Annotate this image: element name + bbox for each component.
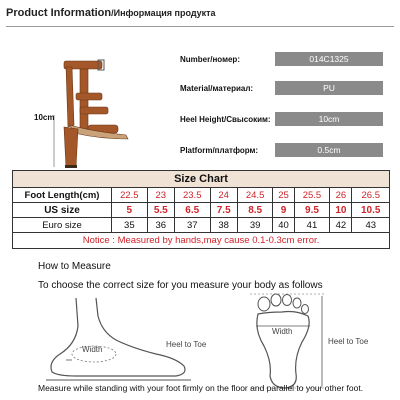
sole-width-label: Width <box>272 327 293 336</box>
header-title-en: Product Information <box>6 7 112 19</box>
table-cell: 38 <box>210 218 237 233</box>
table-cell: 43 <box>352 218 390 233</box>
row-header: Euro size <box>13 218 112 233</box>
spec-material <box>180 81 390 97</box>
table-cell: 23.5 <box>174 188 210 203</box>
spec-material-label: Material/материал: <box>180 84 254 93</box>
table-cell: 10 <box>330 203 352 218</box>
row-header: Foot Length(cm) <box>13 188 112 203</box>
size-chart-title: Size Chart <box>13 171 390 188</box>
heel-height-label: 10cm <box>34 113 55 122</box>
table-cell: 26.5 <box>352 188 390 203</box>
table-row <box>13 203 390 218</box>
table-cell: 9.5 <box>294 203 330 218</box>
table-cell: 40 <box>273 218 294 233</box>
table-cell: 8.5 <box>237 203 273 218</box>
header-title <box>6 7 216 19</box>
table-cell: 39 <box>237 218 273 233</box>
table-cell: 7.5 <box>210 203 237 218</box>
spec-number <box>180 52 390 68</box>
table-cell: 24.5 <box>237 188 273 203</box>
size-chart-title-row <box>13 171 390 188</box>
table-cell: 10.5 <box>352 203 390 218</box>
table-cell: 22.5 <box>112 188 148 203</box>
table-cell: 5 <box>112 203 148 218</box>
size-chart-table <box>12 170 390 249</box>
spec-number-label: Number/номер: <box>180 55 240 64</box>
table-cell: 5.5 <box>147 203 174 218</box>
table-row <box>13 218 390 233</box>
sole-foot-icon <box>236 290 386 390</box>
side-heel-to-toe-label: Heel to Toe <box>166 340 207 349</box>
size-chart-note: Notice : Measured by hands,may cause 0.1-0.3cm error. <box>13 233 390 249</box>
table-cell: 36 <box>147 218 174 233</box>
size-chart <box>12 170 390 249</box>
sole-foot-illustration <box>236 290 386 390</box>
table-cell: 23 <box>147 188 174 203</box>
header-title-ru: /Информация продукта <box>111 8 216 18</box>
table-row <box>13 188 390 203</box>
table-cell: 25.5 <box>294 188 330 203</box>
measure-instruction: Measure while standing with your foot firmly on the floor and parallel to your other foot. <box>38 383 364 393</box>
spec-platform-label: Platform/платформ: <box>180 146 259 155</box>
spec-material-value: PU <box>275 81 383 95</box>
table-cell: 9 <box>273 203 294 218</box>
spec-number-value: 014C1325 <box>275 52 383 66</box>
product-information-header <box>0 0 400 24</box>
spec-platform-value: 0.5cm <box>275 143 383 157</box>
sole-heel-to-toe-label: Heel to Toe <box>328 337 369 346</box>
table-cell: 25 <box>273 188 294 203</box>
table-cell: 42 <box>330 218 352 233</box>
table-cell: 26 <box>330 188 352 203</box>
table-cell: 41 <box>294 218 330 233</box>
table-cell: 24 <box>210 188 237 203</box>
spec-platform <box>180 143 390 159</box>
how-to-measure-description: To choose the correct size for you measure your body as follows <box>38 280 323 291</box>
size-chart-note-row <box>13 233 390 249</box>
how-to-measure-title: How to Measure <box>38 261 111 272</box>
row-header: US size <box>13 203 112 218</box>
table-cell: 35 <box>112 218 148 233</box>
spec-heel-height-label: Heel Height/Свысоким: <box>180 115 271 124</box>
table-cell: 6.5 <box>174 203 210 218</box>
table-cell: 37 <box>174 218 210 233</box>
header-divider <box>6 26 394 27</box>
side-width-label: Width <box>82 345 103 354</box>
spec-heel-height <box>180 112 390 128</box>
spec-heel-height-value: 10cm <box>275 112 383 126</box>
